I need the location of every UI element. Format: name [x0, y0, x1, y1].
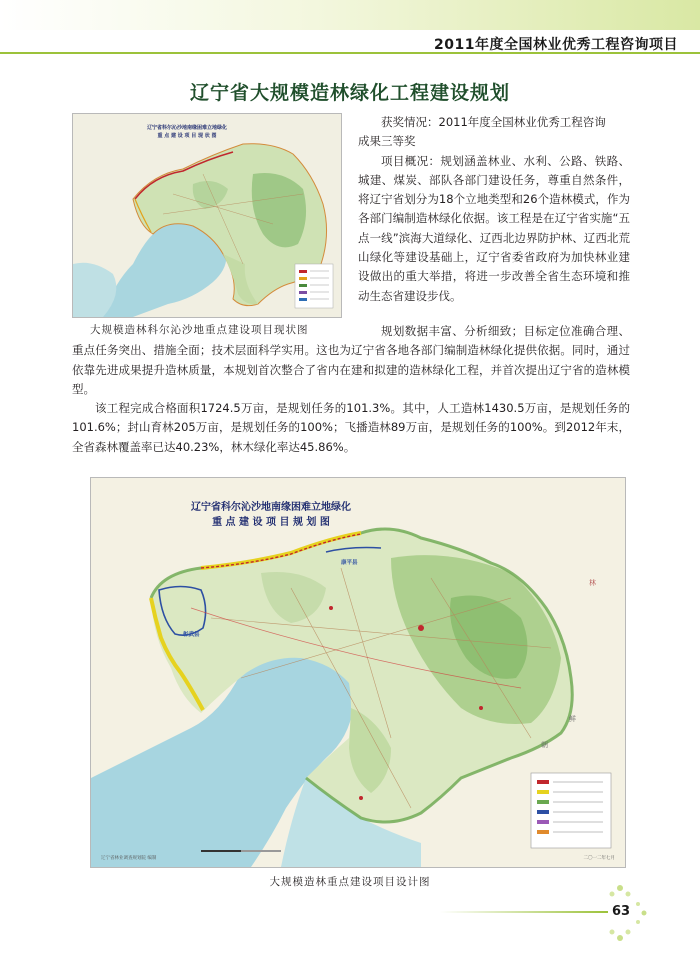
header-band: [0, 0, 700, 30]
figure-1-map-title-line-2: 重 点 建 设 项 目 现 状 图: [157, 133, 217, 139]
figure-2-label-jilin: 林: [589, 579, 596, 587]
figure-2-footer-right: 二〇一二年七月: [583, 856, 615, 861]
figure-2-label-kangping: 康平县: [341, 560, 358, 566]
footer-rule: [440, 911, 608, 913]
page-number: 63: [612, 904, 631, 919]
figure-2-label-korea-1: 朝: [541, 741, 548, 749]
figure-2-label-korea-2: 鲜: [569, 715, 576, 723]
award-line-2: 成果三等奖: [358, 134, 416, 149]
figure-2-map-title-line-2: 重 点 建 设 项 目 规 划 图: [212, 517, 330, 528]
figure-1-map-title: [107, 124, 267, 140]
caption-spacer: [72, 322, 358, 341]
figure-2-map-drawing: [91, 478, 625, 867]
award-line-1: 获奖情况：2011年度全国林业优秀工程咨询: [381, 115, 606, 129]
figure-1-map: [72, 113, 342, 318]
paragraph-2: 规划数据丰富、分析细致；目标定位准确合理、重点任务突出、措施全面；技术层面科学实用。这也为辽宁省各地各部门编制造林绿化提供依据。同时，通过依靠先进成果提升造林质量，本规划首次整合了省内在建和拟建的造林绿化工程，并首次提出辽宁省的造林模型。: [72, 324, 630, 396]
side-text: [358, 113, 630, 306]
paragraph-3: 该工程完成合格面积1724.5万亩，是规划任务的101.3%。其中，人工造林1430.5万亩，是规划任务的101.6%；封山育林205万亩，是规划任务的100%；飞播造林89万亩，是规划任务的100%。到2012年末，全省森林覆盖率已达40.23%，林木绿化率达45.86%。: [72, 401, 630, 454]
overview-paragraph: 项目概况：规划涵盖林业、水利、公路、铁路、城建、煤炭、部队各部门建设任务，尊重自然条件，将辽宁省划分为18个立地类型和26个造林模式，作为各部门编制造林绿化依据。该工程是在辽宁省实施“五点一线”滨海大道绿化、辽西北边界防护林、辽西北荒山绿化等建设基础上，辽宁省委省政府为加快林业建设做出的重大举措，将进一步改善全省生态环境和推动生态省建设步伐。: [358, 153, 630, 303]
body-text: [72, 322, 630, 457]
figure-1-caption: 大规模造林科尔沁沙地重点建设项目现状图: [90, 324, 309, 336]
running-head: 2011年度全国林业优秀工程咨询项目: [434, 37, 678, 53]
figure-2-map-title-line-1: 辽宁省科尔沁沙地南缘困难立地绿化: [191, 502, 351, 513]
figure-2-map: [90, 477, 626, 868]
figure-2-caption: 大规模造林重点建设项目设计图: [269, 876, 431, 888]
figure-2-label-zhangwu: 彰武县: [183, 632, 200, 638]
figure-1-map-drawing: [73, 114, 341, 317]
figure-1-map-title-line-1: 辽宁省科尔沁沙地南缘困难立地绿化: [146, 125, 227, 131]
article-title: 辽宁省大规模造林绿化工程建设规划: [189, 82, 510, 104]
figure-2-footer-left: 辽宁省林业调查规划院 编制: [101, 856, 157, 861]
figure-2-map-title: [131, 500, 411, 530]
